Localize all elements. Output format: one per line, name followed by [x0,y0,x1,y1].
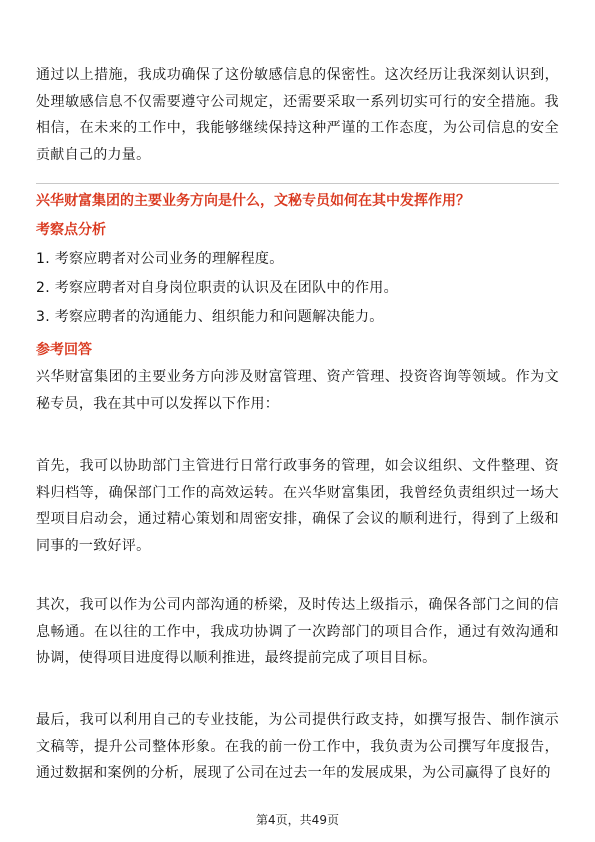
analysis-heading: 考察点分析 [36,222,106,238]
answer-heading: 参考回答 [36,342,92,358]
page-number: 第4页，共49页 [256,813,339,827]
analysis-list [36,245,559,332]
list-item: 2. 考察应聘者对自身岗位职责的认识及在团队中的作用。 [36,280,398,296]
list-item: 1. 考察应聘者对公司业务的理解程度。 [36,251,284,267]
intro-paragraph: 通过以上措施，我成功确保了这份敏感信息的保密性。这次经历让我深刻认识到，处理敏感信息不仅需要遵守公司规定，还需要采取一系列切实可行的安全措施。我相信，在未来的工作中，我能够继续保持这种严谨的工作态度，为公司信息的安全贡献自己的力量。 [36,67,559,163]
answer-paragraph: 其次，我可以作为公司内部沟通的桥梁，及时传达上级指示，确保各部门之间的信息畅通。在以往的工作中，我成功协调了一次跨部门的项目合作，通过有效沟通和协调，使得项目进度得以顺利推进，最终提前完成了项目目标。 [36,597,559,666]
list-item: 3. 考察应聘者的沟通能力、组织能力和问题解决能力。 [36,309,384,325]
question-heading: 兴华财富集团的主要业务方向是什么，文秘专员如何在其中发挥作用？ [36,193,470,209]
answer-paragraph: 兴华财富集团的主要业务方向涉及财富管理、资产管理、投资咨询等领域。作为文秘专员，我在其中可以发挥以下作用： [36,369,559,412]
section-divider [36,183,559,184]
answer-paragraph: 首先，我可以协助部门主管进行日常行政事务的管理，如会议组织、文件整理、资料归档等，确保部门工作的高效运转。在兴华财富集团，我曾经负责组织过一场大型项目启动会，通过精心策划和周密安排，确保了会议的顺利进行，得到了上级和同事的一致好评。 [36,458,559,554]
answer-paragraph: 最后，我可以利用自己的专业技能，为公司提供行政支持，如撰写报告、制作演示文稿等，提升公司整体形象。在我的前一份工作中，我负责为公司撰写年度报告，通过数据和案例的分析，展现了公司在过去一年的发展成果，为公司赢得了良好的 [36,712,559,781]
